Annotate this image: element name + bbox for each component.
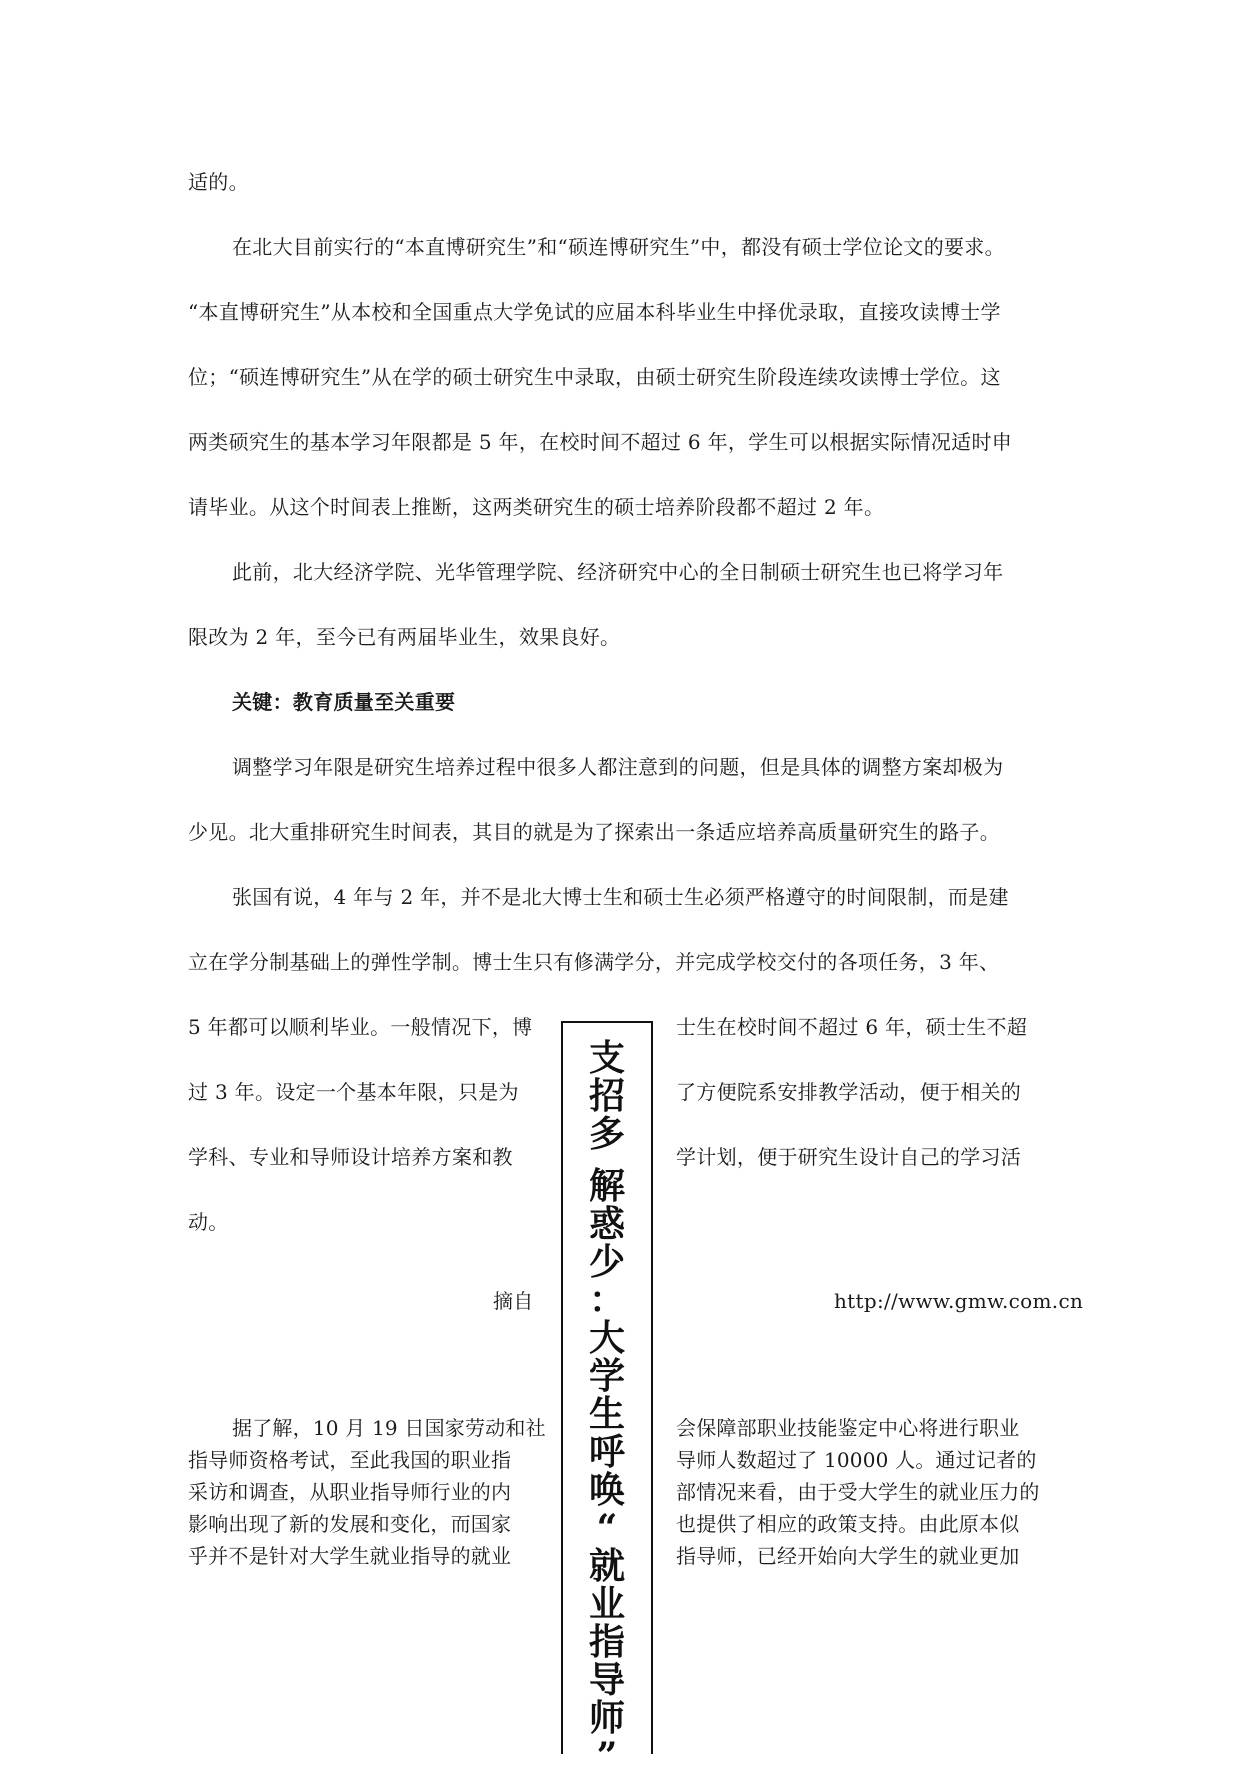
paragraph-line: “本直博研究生”从本校和全国重点大学免试的应届本科毕业生中择优录取，直接攻读博士学 <box>188 300 1001 324</box>
lower-left-line: 影响出现了新的发展和变化，而国家 <box>188 1512 512 1536</box>
paragraph-line: 位；“硕连博研究生”从在学的硕士研究生中录取，由硕士研究生阶段连续攻读博士学位。这 <box>188 365 1001 389</box>
sidebar-title-char: 就 <box>588 1545 625 1587</box>
sidebar-title-char: 解 <box>588 1165 625 1207</box>
lower-right-line: 会保障部职业技能鉴定中心将进行职业 <box>676 1416 1020 1440</box>
paragraph-line: 两类硕究生的基本学习年限都是 5 年，在校时间不超过 6 年，学生可以根据实际情况适时申 <box>188 430 1013 454</box>
sidebar-title-char: 少 <box>588 1241 625 1283</box>
sidebar-title-char: 惑 <box>588 1203 625 1245</box>
paragraph-line: 请毕业。从这个时间表上推断，这两类研究生的硕士培养阶段都不超过 2 年。 <box>188 495 885 519</box>
left-column-line: 过 3 年。设定一个基本年限，只是为 <box>188 1080 519 1104</box>
sidebar-title-char: 大 <box>588 1317 625 1359</box>
lower-right-line: 导师人数超过了 10000 人。通过记者的 <box>676 1448 1037 1472</box>
lower-right-line: 也提供了相应的政策支持。由此原本似 <box>676 1512 1020 1536</box>
sidebar-title <box>563 1039 651 1775</box>
sidebar-title-char: 指 <box>588 1621 625 1663</box>
sidebar-title-box <box>561 1021 653 1777</box>
paragraph-line: 张国有说，4 年与 2 年，并不是北大博士生和硕士生必须严格遵守的时间限制，而是建 <box>232 885 1009 909</box>
lower-left-line: 乎并不是针对大学生就业指导的就业 <box>188 1544 512 1568</box>
paragraph-line: 适的。 <box>188 170 249 194</box>
lower-left-line: 采访和调查，从职业指导师行业的内 <box>188 1480 512 1504</box>
sidebar-title-char: 生 <box>588 1393 625 1435</box>
sidebar-title-char: 招 <box>588 1075 625 1117</box>
section-heading: 关键：教育质量至关重要 <box>232 690 456 714</box>
lower-left-line: 指导师资格考试，至此我国的职业指 <box>188 1448 512 1472</box>
sidebar-title-char: 唤 <box>588 1469 625 1511</box>
paragraph-line: 调整学习年限是研究生培养过程中很多人都注意到的问题，但是具体的调整方案却极为 <box>232 755 1004 779</box>
source-label: 摘自 <box>493 1289 534 1313</box>
sidebar-title-char: 支 <box>588 1037 625 1079</box>
sidebar-title-char: ” <box>596 1735 618 1777</box>
paragraph-line: 此前，北大经济学院、光华管理学院、经济研究中心的全日制硕士研究生也已将学习年 <box>232 560 1004 584</box>
sidebar-title-char: 学 <box>588 1355 625 1397</box>
lower-right-line: 指导师，已经开始向大学生的就业更加 <box>676 1544 1020 1568</box>
sidebar-title-char: “ <box>596 1507 618 1549</box>
sidebar-title-char: 导 <box>588 1659 625 1701</box>
right-column-line: 学计划，便于研究生设计自己的学习活 <box>676 1145 1022 1169</box>
sidebar-title-char: 师 <box>588 1697 625 1739</box>
left-column-line: 5 年都可以顺利毕业。一般情况下，博 <box>188 1015 533 1039</box>
paragraph-line: 少见。北大重排研究生时间表，其目的就是为了探索出一条适应培养高质量研究生的路子。 <box>188 820 1000 844</box>
lower-right-line: 部情况来看，由于受大学生的就业压力的 <box>676 1480 1040 1504</box>
sidebar-title-char: 多 <box>588 1113 625 1155</box>
right-column-line: 了方便院系安排教学活动，便于相关的 <box>676 1080 1022 1104</box>
paragraph-line: 立在学分制基础上的弹性学制。博士生只有修满学分，并完成学校交付的各项任务，3 年、 <box>188 950 1000 974</box>
paragraph-line: 限改为 2 年，至今已有两届毕业生，效果良好。 <box>188 625 621 649</box>
sidebar-title-char: ： <box>588 1279 625 1321</box>
lower-left-line: 据了解，10 月 19 日国家劳动和社 <box>232 1416 546 1440</box>
source-url: http://www.gmw.com.cn <box>834 1289 1084 1313</box>
right-column-line: 士生在校时间不超过 6 年，硕士生不超 <box>676 1015 1028 1039</box>
sidebar-title-char: 呼 <box>588 1431 625 1473</box>
sidebar-title-char: 业 <box>588 1583 625 1625</box>
left-column-line: 学科、专业和导师设计培养方案和教 <box>188 1145 513 1169</box>
left-column-line: 动。 <box>188 1210 229 1234</box>
paragraph-line: 在北大目前实行的“本直博研究生”和“硕连博研究生”中，都没有硕士学位论文的要求。 <box>232 235 1005 259</box>
